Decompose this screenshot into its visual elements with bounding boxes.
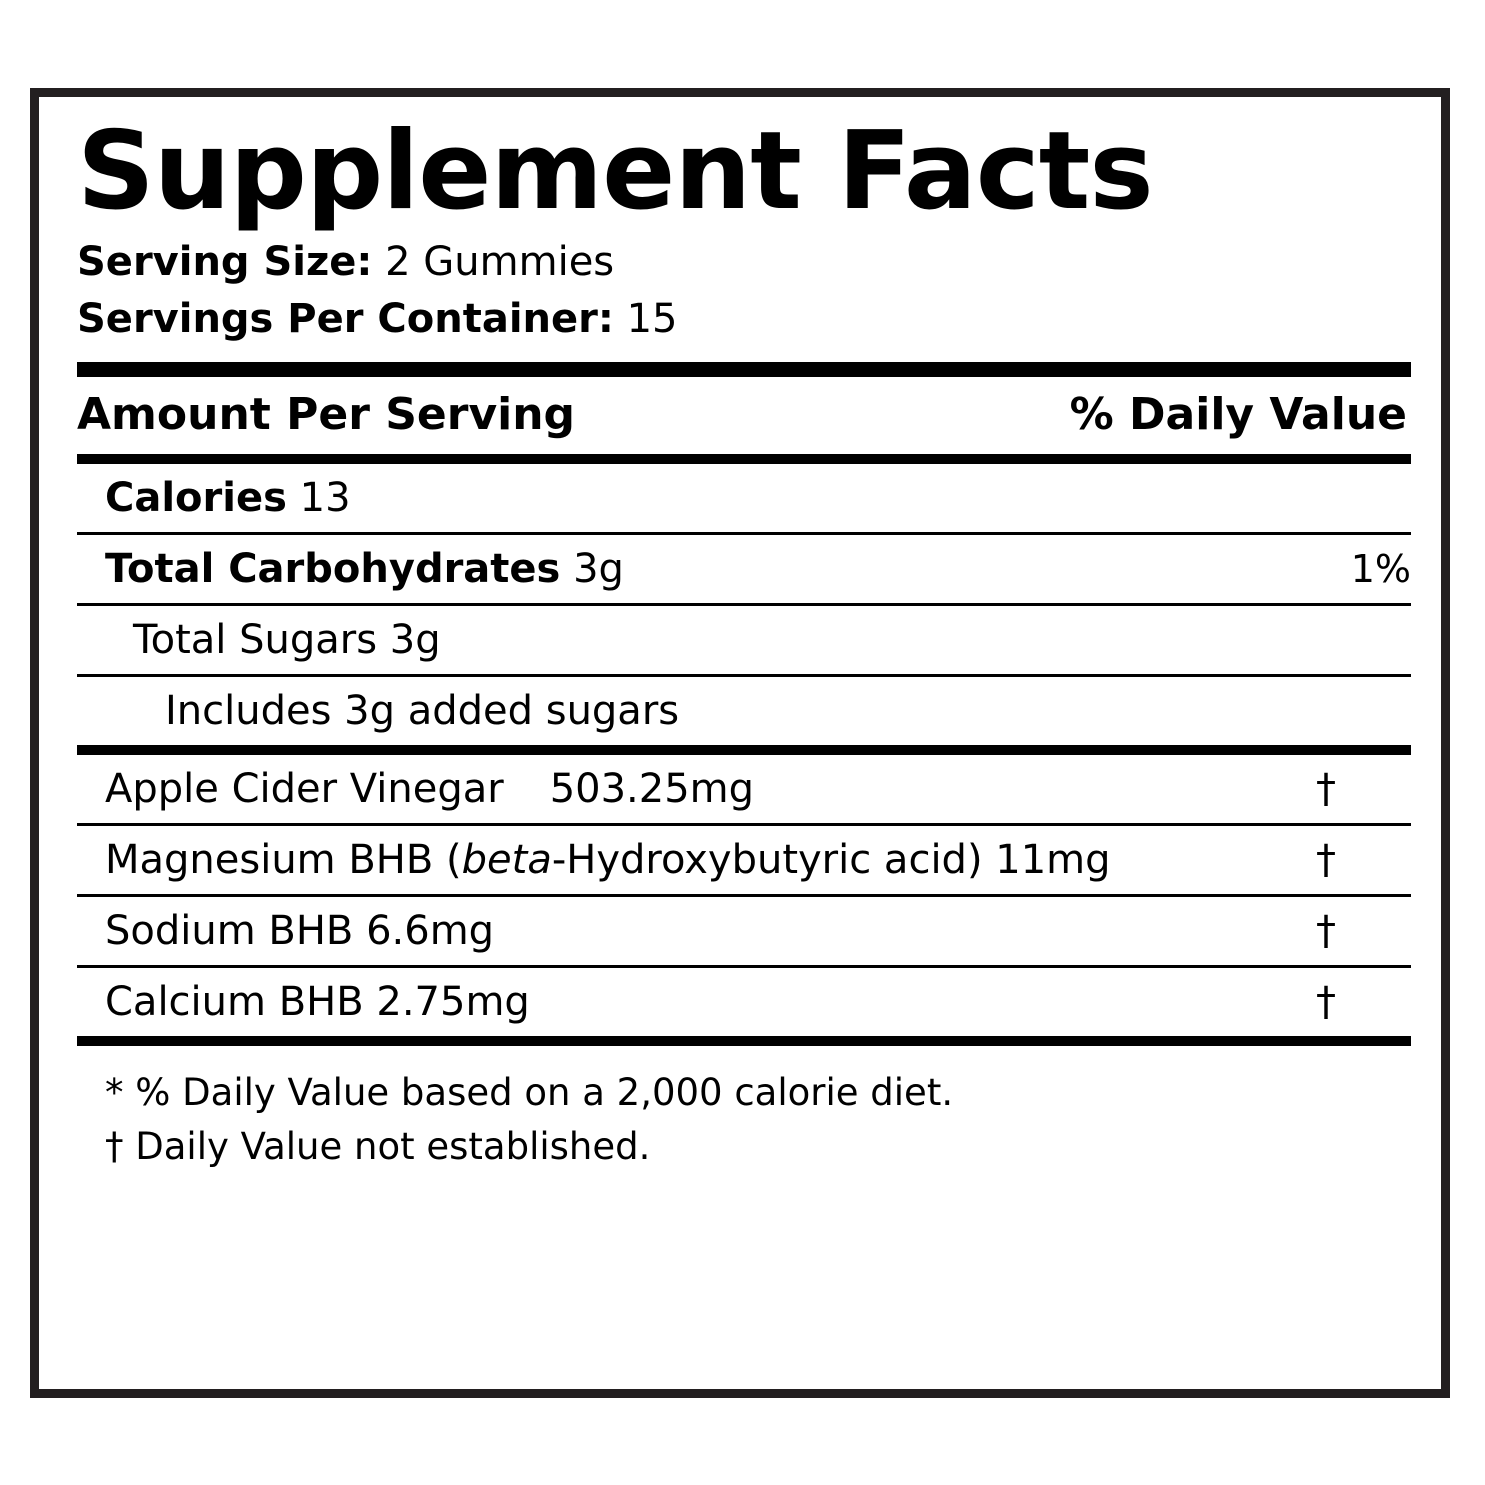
footnote-daily-value-basis: * % Daily Value based on a 2,000 calorie diet. [105, 1070, 954, 1114]
nutrient-dv: 1% [1350, 546, 1411, 591]
servings-per-container-line [77, 291, 1411, 348]
ingredient-amount: 11mg [995, 836, 1111, 883]
divider-thick-top [77, 362, 1411, 377]
ingredient-amount: 2.75mg [376, 978, 530, 1025]
table-header-row [77, 377, 1411, 454]
ingredient-name: Apple Cider Vinegar [105, 765, 504, 812]
divider-med-1 [77, 454, 1411, 464]
table-row [77, 968, 1411, 1036]
ingredient-amount: 503.25mg [549, 765, 755, 812]
page-title: Supplement Facts [77, 109, 1153, 234]
divider-med-2 [77, 745, 1411, 755]
ingredient-name-italic: beta [461, 836, 552, 883]
ingredient-dv: † [1316, 836, 1336, 883]
table-row [77, 464, 1411, 532]
amount-per-serving-header: Amount Per Serving [77, 388, 576, 440]
divider-med-3 [77, 1036, 1411, 1046]
table-row [77, 677, 1411, 745]
nutrient-name: Includes 3g added sugars [165, 687, 680, 734]
nutrient-amount: 13 [299, 474, 351, 521]
servings-per-container-label: Servings Per Container: [77, 296, 614, 343]
table-row [77, 606, 1411, 674]
ingredient-name-post: -Hydroxybutyric acid) [551, 836, 983, 883]
ingredient-dv: † [1316, 978, 1336, 1025]
ingredient-dv: † [1316, 907, 1336, 954]
supplement-facts-panel [30, 88, 1450, 1398]
footnotes [77, 1046, 1411, 1173]
table-row [77, 755, 1411, 823]
footnote-dv-not-established: † Daily Value not established. [105, 1124, 651, 1168]
daily-value-header: % Daily Value [1069, 388, 1407, 440]
table-row [77, 826, 1411, 894]
nutrient-name: Calories [105, 474, 287, 521]
ingredient-name: Calcium BHB [105, 978, 364, 1025]
ingredient-amount: 6.6mg [366, 907, 495, 954]
servings-per-container-value: 15 [626, 296, 678, 343]
nutrient-amount: 3g [573, 545, 624, 592]
serving-size-label: Serving Size: [77, 239, 373, 286]
serving-size-value: 2 Gummies [385, 239, 615, 286]
nutrient-amount: 3g [389, 616, 441, 663]
serving-size-line [77, 234, 1411, 291]
ingredient-name-pre: Magnesium BHB ( [105, 836, 462, 883]
supplement-facts-content [77, 109, 1411, 1379]
nutrient-name: Total Carbohydrates [105, 545, 561, 592]
nutrient-name: Total Sugars [133, 616, 378, 663]
table-row [77, 897, 1411, 965]
ingredient-dv: † [1316, 765, 1336, 812]
ingredient-name: Sodium BHB [105, 907, 354, 954]
table-row [77, 535, 1411, 603]
